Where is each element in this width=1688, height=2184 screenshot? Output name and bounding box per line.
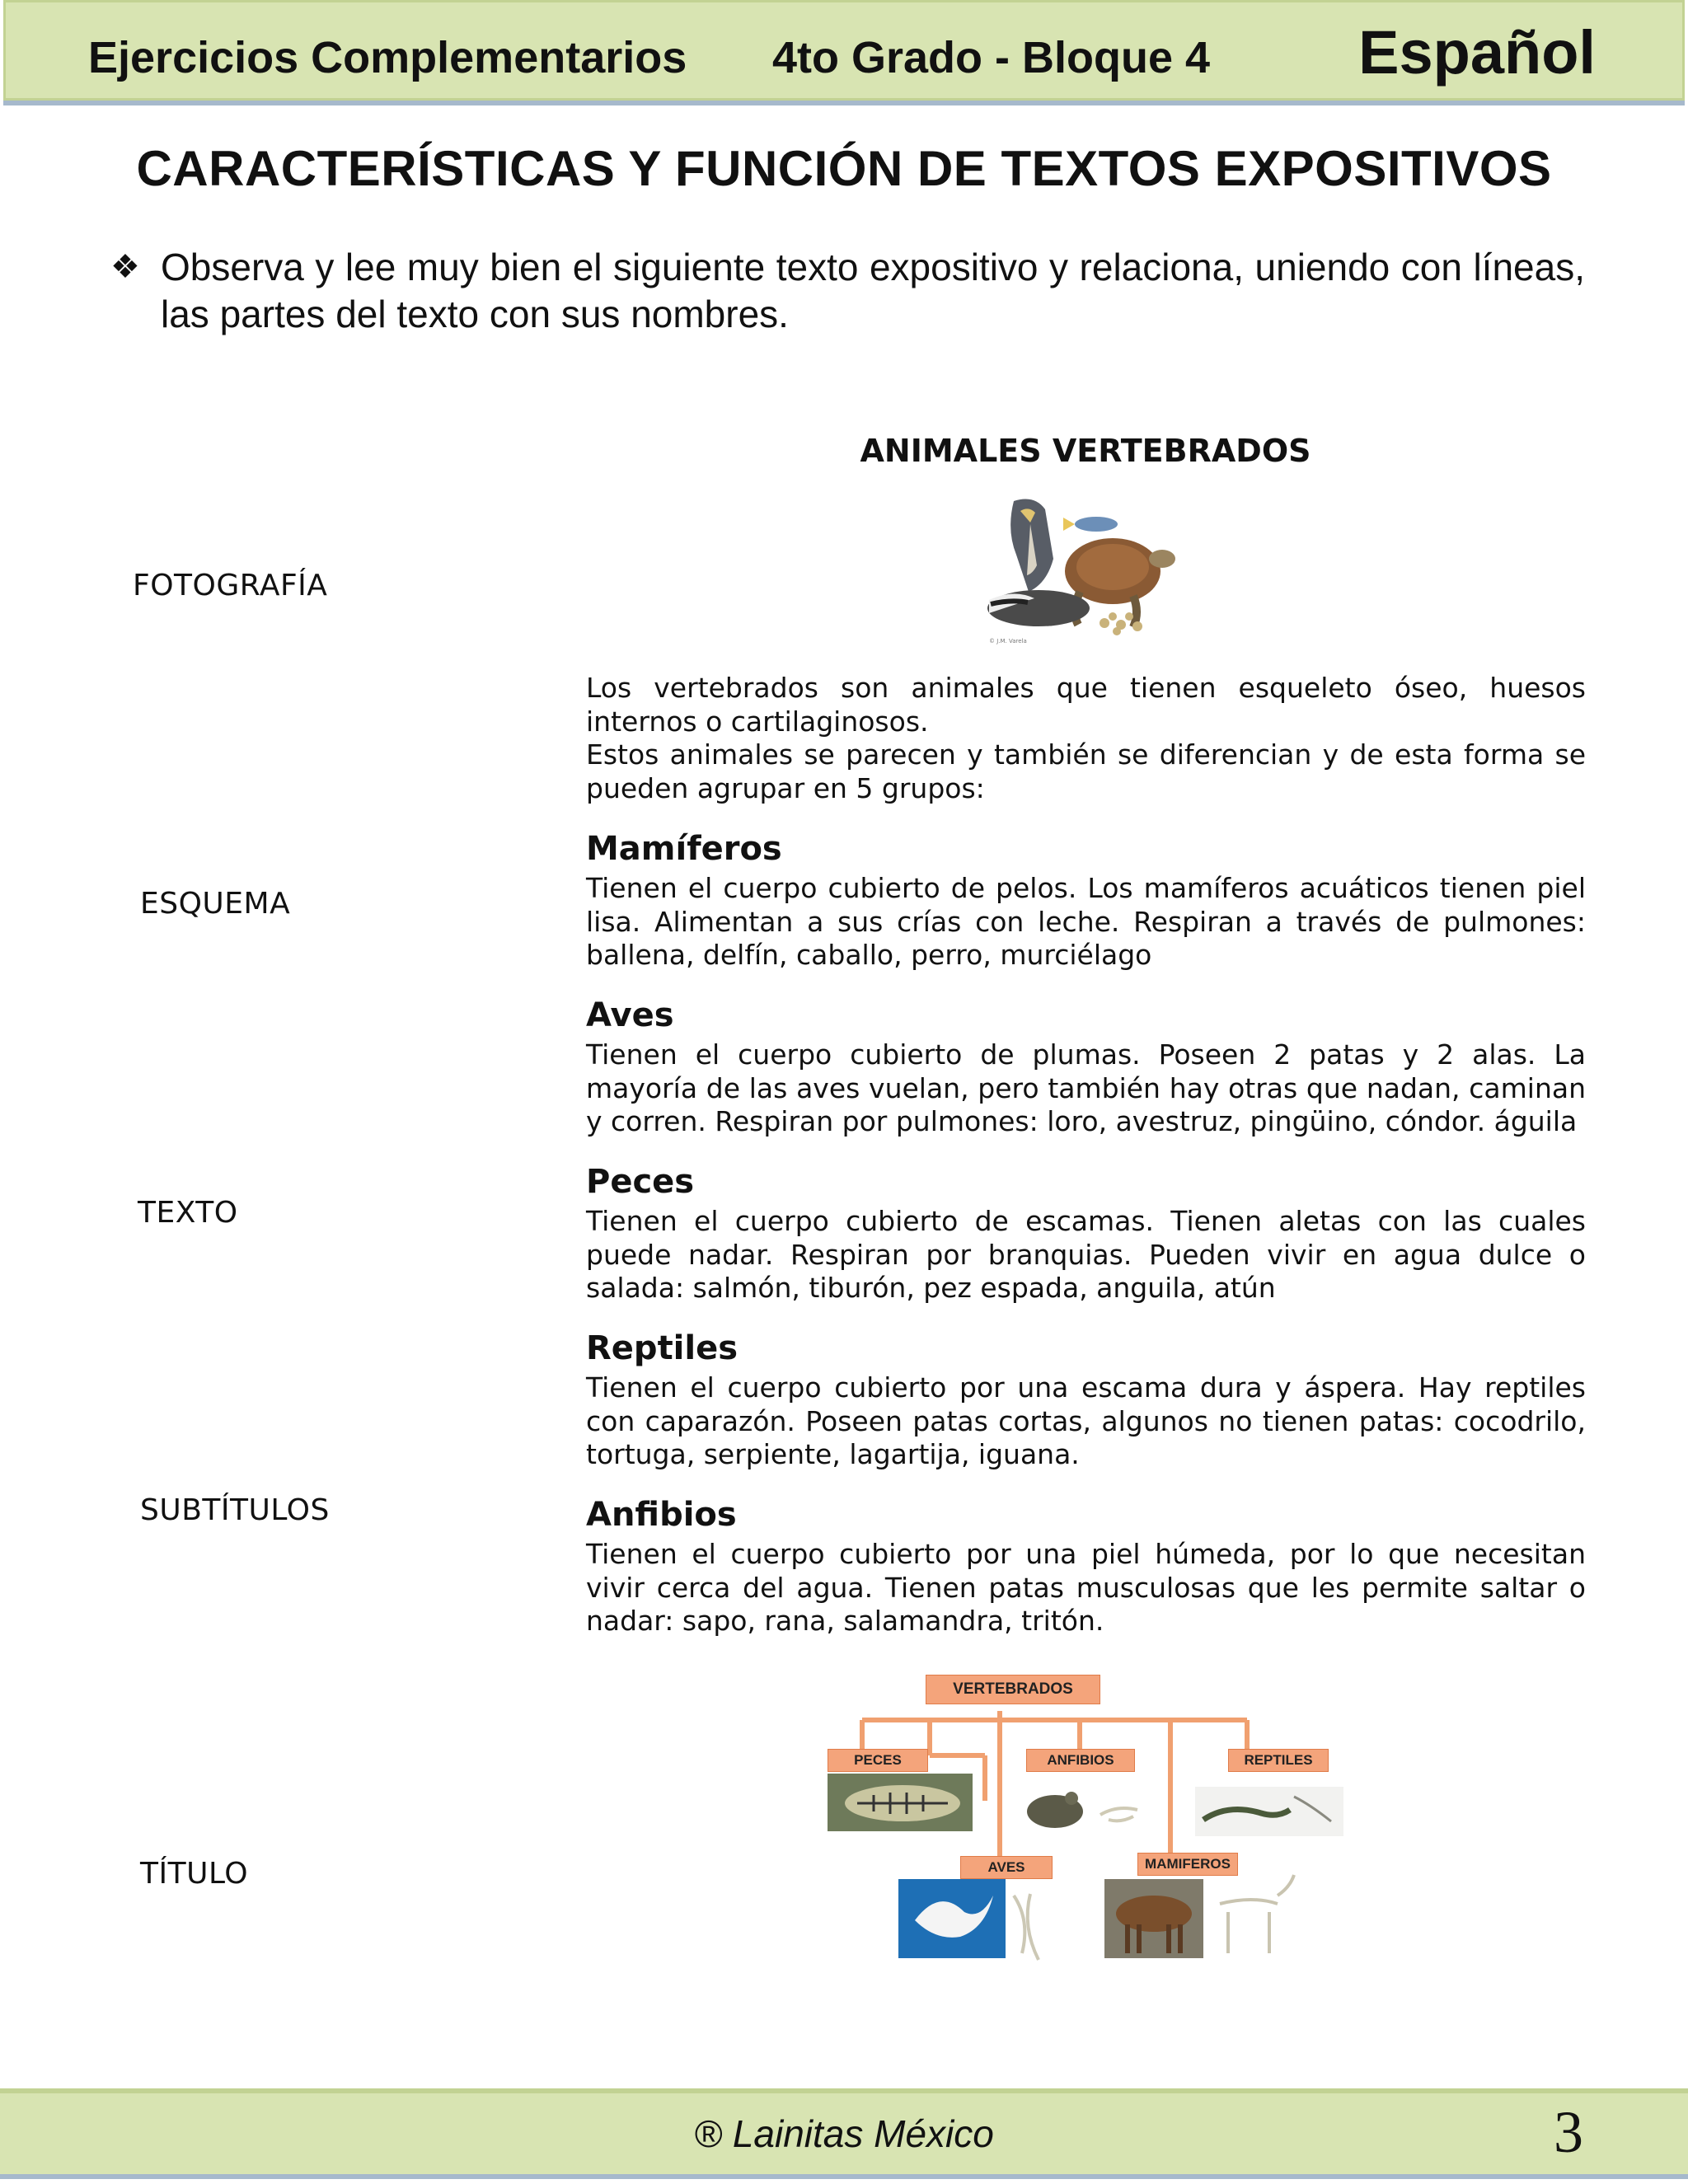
subtitle-peces: Peces — [586, 1163, 695, 1201]
photo-credit: © J.M. Varela — [989, 638, 1027, 644]
section-text-peces: Tienen el cuerpo cubierto de escamas. Tienen aletas con las cuales puede nadar. Respiran por branquias. Pueden vivir en agua dulce o salada: salmón, tiburón, pez espada, anguila, atún — [586, 1205, 1586, 1304]
instruction-text: Observa y lee muy bien el siguiente texto expositivo y relaciona, uniendo con líneas, las partes del texto con sus nombres. — [161, 246, 1585, 335]
section-text-anfibios: Tienen el cuerpo cubierto por una piel húmeda, por lo que necesitan vivir cerca del agua. Tienen patas musculosas que les permite saltar o nadar: sapo, rana, salamandra, tritón. — [586, 1538, 1586, 1637]
page-footer — [0, 2088, 1688, 2179]
scheme-node-mamiferos: MAMIFEROS — [1137, 1853, 1238, 1876]
scheme-node-anfibios: ANFIBIOS — [1026, 1749, 1135, 1772]
subtitle-anfibios: Anfibios — [586, 1496, 737, 1534]
label-esquema: ESQUEMA — [140, 887, 291, 921]
diamond-bullet-icon: ❖ — [110, 249, 140, 285]
document-title: ANIMALES VERTEBRADOS — [860, 433, 1311, 469]
intro-paragraph: Los vertebrados son animales que tienen esqueleto óseo, huesos internos o cartilaginosos. — [586, 672, 1586, 738]
page-number: 3 — [1554, 2099, 1583, 2165]
section-text-aves: Tienen el cuerpo cubierto de plumas. Poseen 2 patas y 2 alas. La mayoría de las aves vuelan, pero también hay otras que nadan, caminan y corren. Respiran por pulmones: loro, avestruz, pingüino, cóndor. águila — [586, 1038, 1586, 1137]
scheme-node-root: VERTEBRADOS — [926, 1675, 1100, 1704]
footer-brand: ® Lainitas México — [694, 2112, 994, 2155]
vertebrates-scheme — [824, 1673, 1352, 1978]
grade-block: 4to Grado - Bloque 4 — [772, 33, 1211, 82]
intro-paragraph: Estos animales se parecen y también se diferencian y de esta forma se pueden agrupar en 5 grupos: — [586, 738, 1586, 804]
scheme-node-aves: AVES — [960, 1856, 1053, 1879]
section-text-reptiles: Tienen el cuerpo cubierto por una escama dura y áspera. Hay reptiles con caparazón. Poseen patas cortas, algunos no tienen patas: cocodrilo, tortuga, serpiente, lagartija, iguana. — [586, 1371, 1586, 1470]
label-texto: TEXTO — [138, 1196, 238, 1230]
subtitle-reptiles: Reptiles — [586, 1329, 738, 1367]
subtitle-aves: Aves — [586, 996, 674, 1034]
intro-text — [586, 672, 1586, 805]
instruction — [110, 244, 1585, 338]
subject-title: Español — [1358, 18, 1596, 87]
page-title: CARACTERÍSTICAS Y FUNCIÓN DE TEXTOS EXPOSITIVOS — [136, 141, 1552, 196]
label-subtitulos: SUBTÍTULOS — [140, 1493, 330, 1527]
label-titulo: TÍTULO — [140, 1857, 249, 1891]
page-header — [3, 0, 1685, 101]
vertebrates-photo — [981, 493, 1195, 649]
scheme-node-reptiles: REPTILES — [1228, 1749, 1329, 1772]
section-text-mamiferos: Tienen el cuerpo cubierto de pelos. Los mamíferos acuáticos tienen piel lisa. Alimentan a sus crías con leche. Respiran a través de pulmones: ballena, delfín, caballo, perro, murciélago — [586, 872, 1586, 971]
scheme-node-peces: PECES — [828, 1749, 928, 1772]
scheme-connectors — [824, 1673, 1352, 1978]
subtitle-mamiferos: Mamíferos — [586, 830, 782, 868]
label-fotografia: FOTOGRAFÍA — [133, 569, 328, 602]
series-title: Ejercicios Complementarios — [88, 33, 687, 82]
